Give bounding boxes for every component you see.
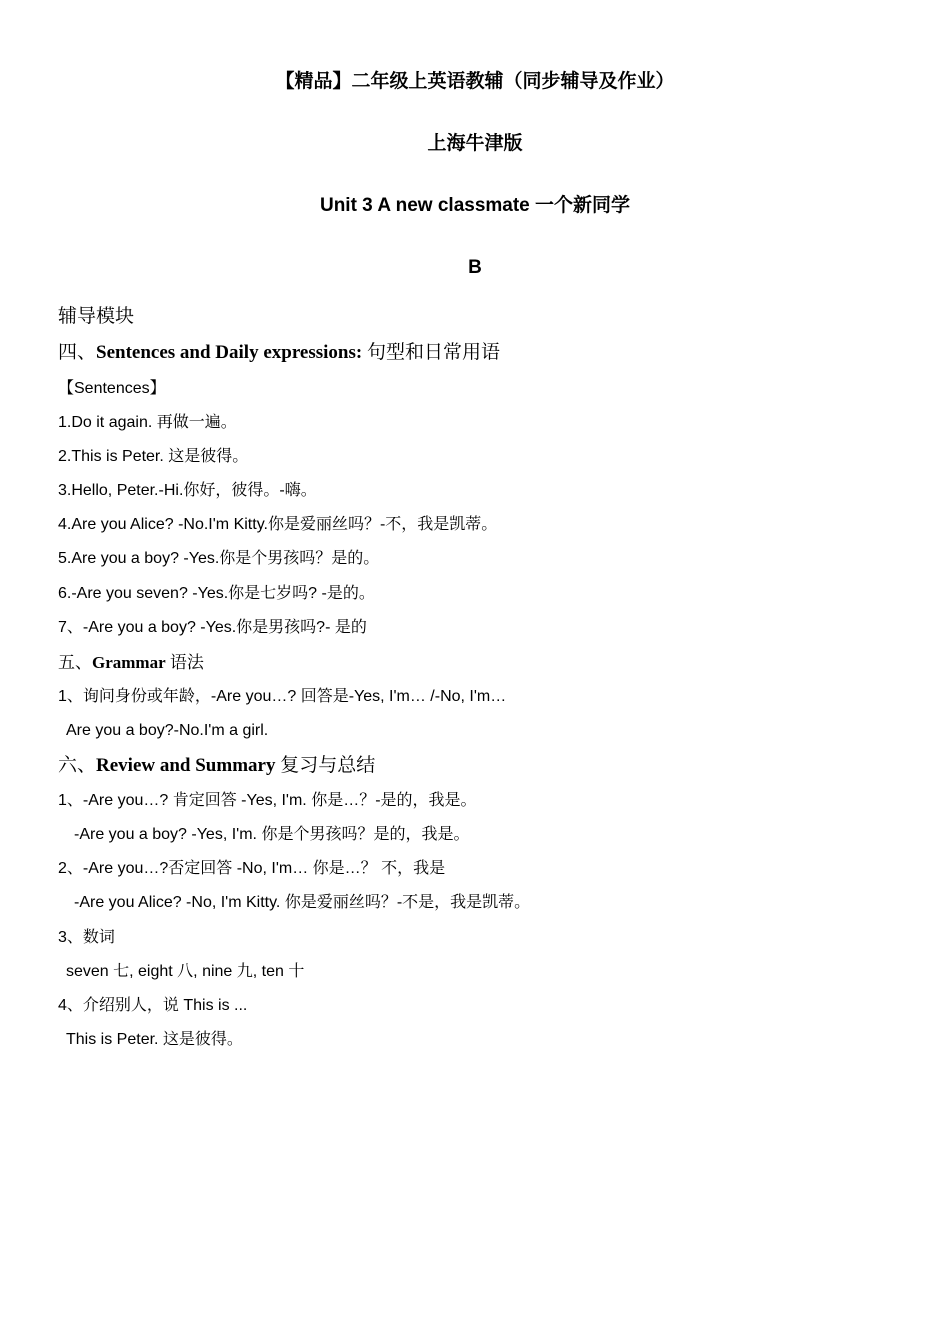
sentence-item: 6.-Are you seven? -Yes.你是七岁吗? -是的。 bbox=[58, 585, 375, 602]
review-item: 2、-Are you…?否定回答 -No, I'm… 你是…？ 不，我是 bbox=[58, 860, 446, 877]
sentence-item: 3.Hello, Peter.-Hi.你好，彼得。-嗨。 bbox=[58, 482, 317, 499]
sentence-item: 1.Do it again. 再做一遍。 bbox=[58, 414, 237, 431]
section-heading-grammar bbox=[58, 652, 204, 674]
document-title: 【精品】二年级上英语教辅（同步辅导及作业） bbox=[275, 71, 675, 92]
review-item: 1、-Are you…? 肯定回答 -Yes, I'm. 你是…？-是的，我是。 bbox=[58, 792, 477, 809]
section-title-bold: Grammar bbox=[92, 653, 166, 672]
sentence-item: 5.Are you a boy? -Yes.你是个男孩吗？是的。 bbox=[58, 550, 380, 567]
unit-title: Unit 3 A new classmate 一个新同学 bbox=[319, 195, 631, 216]
review-example: -Are you Alice? -No, I'm Kitty. 你是爱丽丝吗？-不是，我是凯蒂。 bbox=[74, 894, 531, 911]
sentence-item: 4.Are you Alice? -No.I'm Kitty.你是爱丽丝吗？-不，我是凯蒂。 bbox=[58, 516, 498, 533]
sentence-item: 2.This is Peter. 这是彼得。 bbox=[58, 448, 249, 465]
section-title-rest: 语法 bbox=[165, 653, 204, 672]
section-title-rest: 复习与总结 bbox=[275, 755, 376, 776]
section-prefix: 四、 bbox=[58, 342, 97, 363]
review-item: 4、介绍别人，说 This is ... bbox=[58, 997, 248, 1014]
part-label: B bbox=[468, 257, 482, 278]
section-heading-review bbox=[58, 755, 375, 777]
review-example: seven 七, eight 八, nine 九, ten 十 bbox=[66, 963, 305, 980]
review-item: 3、数词 bbox=[58, 929, 115, 946]
grammar-example: Are you a boy?-No.I'm a girl. bbox=[66, 722, 269, 739]
review-example: -Are you a boy? -Yes, I'm. 你是个男孩吗？是的，我是。 bbox=[74, 826, 470, 843]
section-prefix: 五、 bbox=[58, 653, 92, 672]
sentences-label: 【Sentences】 bbox=[58, 380, 166, 397]
section-title-bold: Review and Summary bbox=[96, 755, 276, 776]
section-heading-sentences bbox=[58, 342, 500, 364]
document-subtitle-edition: 上海牛津版 bbox=[427, 133, 523, 154]
grammar-item: 1、询问身份或年龄，-Are you…? 回答是-Yes, I'm… /-No, I'm… bbox=[58, 688, 507, 705]
review-example: This is Peter. 这是彼得。 bbox=[66, 1031, 243, 1048]
sentence-item: 7、-Are you a boy? -Yes.你是男孩吗?- 是的 bbox=[58, 619, 367, 636]
section-prefix: 六、 bbox=[58, 755, 97, 776]
module-heading: 辅导模块 bbox=[58, 306, 135, 327]
section-title-bold: Sentences and Daily expressions: bbox=[96, 342, 363, 363]
section-title-rest: 句型和日常用语 bbox=[362, 342, 500, 363]
